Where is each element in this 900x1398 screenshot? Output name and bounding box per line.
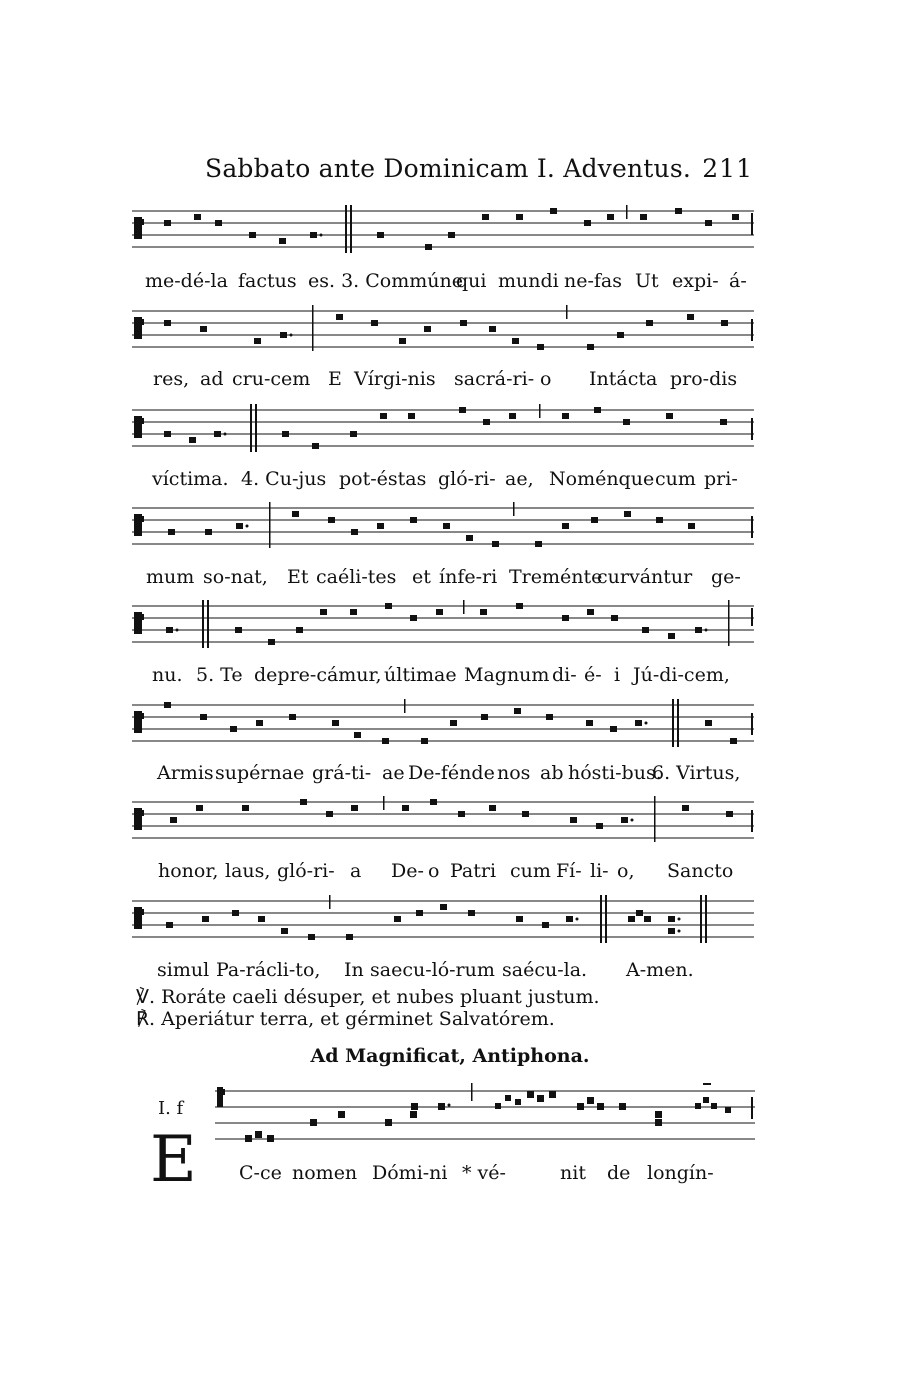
chant-staff	[132, 305, 754, 353]
response	[136, 1008, 736, 1030]
page-header	[205, 154, 753, 190]
page-title: Sabbato ante Dominicam I. Adventus.	[205, 154, 692, 183]
lyric-line: honor, laus, gló-ri- a De- o Patri cum Fí- li- o, Sancto	[158, 860, 734, 882]
chant-staff	[132, 600, 754, 648]
chant-staff	[132, 205, 754, 253]
chant-staff	[215, 1083, 755, 1131]
mode-indicator: I. f	[158, 1098, 184, 1119]
antiphon-heading: Ad Magnificat, Antiphona.	[310, 1045, 590, 1067]
initial-letter: E	[150, 1123, 197, 1197]
versicle-symbol: ℣.	[136, 986, 156, 1008]
lyric-line: res, ad cru-cem E Vírgi-nis sacrá-ri- o Intácta pro-dis	[153, 368, 738, 390]
chant-staff	[132, 404, 754, 452]
chant-staff	[132, 699, 754, 747]
lyric-line: C-ce nomen Dómi-ni * vé- nit de longín-	[239, 1162, 714, 1184]
versicle-text: Roráte caeli désuper, et nubes pluant justum.	[161, 986, 600, 1008]
lyric-line: mum so-nat, Et caéli-tes et ínfe-ri Treménte curvántur ge-	[146, 566, 741, 588]
versicle	[136, 986, 736, 1008]
chant-staff	[132, 895, 754, 943]
lyric-line: simul Pa-rácli-to, In saecu-ló-rum saécu-la. A-men.	[157, 959, 694, 981]
response-symbol: ℟.	[136, 1008, 156, 1030]
chant-staff	[132, 796, 754, 844]
page-number: 211	[702, 154, 753, 183]
lyric-line: me-dé-la factus es. 3. Commúne qui mundi ne-fas Ut expi- á-	[145, 270, 747, 292]
lyric-line: víctima. 4. Cu-jus pot-éstas gló-ri- ae, Noménque cum pri-	[152, 468, 738, 490]
chant-staff	[132, 502, 754, 550]
response-text: Aperiátur terra, et gérminet Salvatórem.	[161, 1008, 555, 1030]
lyric-line: nu. 5. Te depre-cámur, últimae Magnum di- é- i Jú-di-cem,	[152, 664, 730, 686]
lyric-line: Armis supérnae grá-ti- ae De-fénde nos ab hósti-bus. 6. Virtus,	[157, 762, 741, 784]
